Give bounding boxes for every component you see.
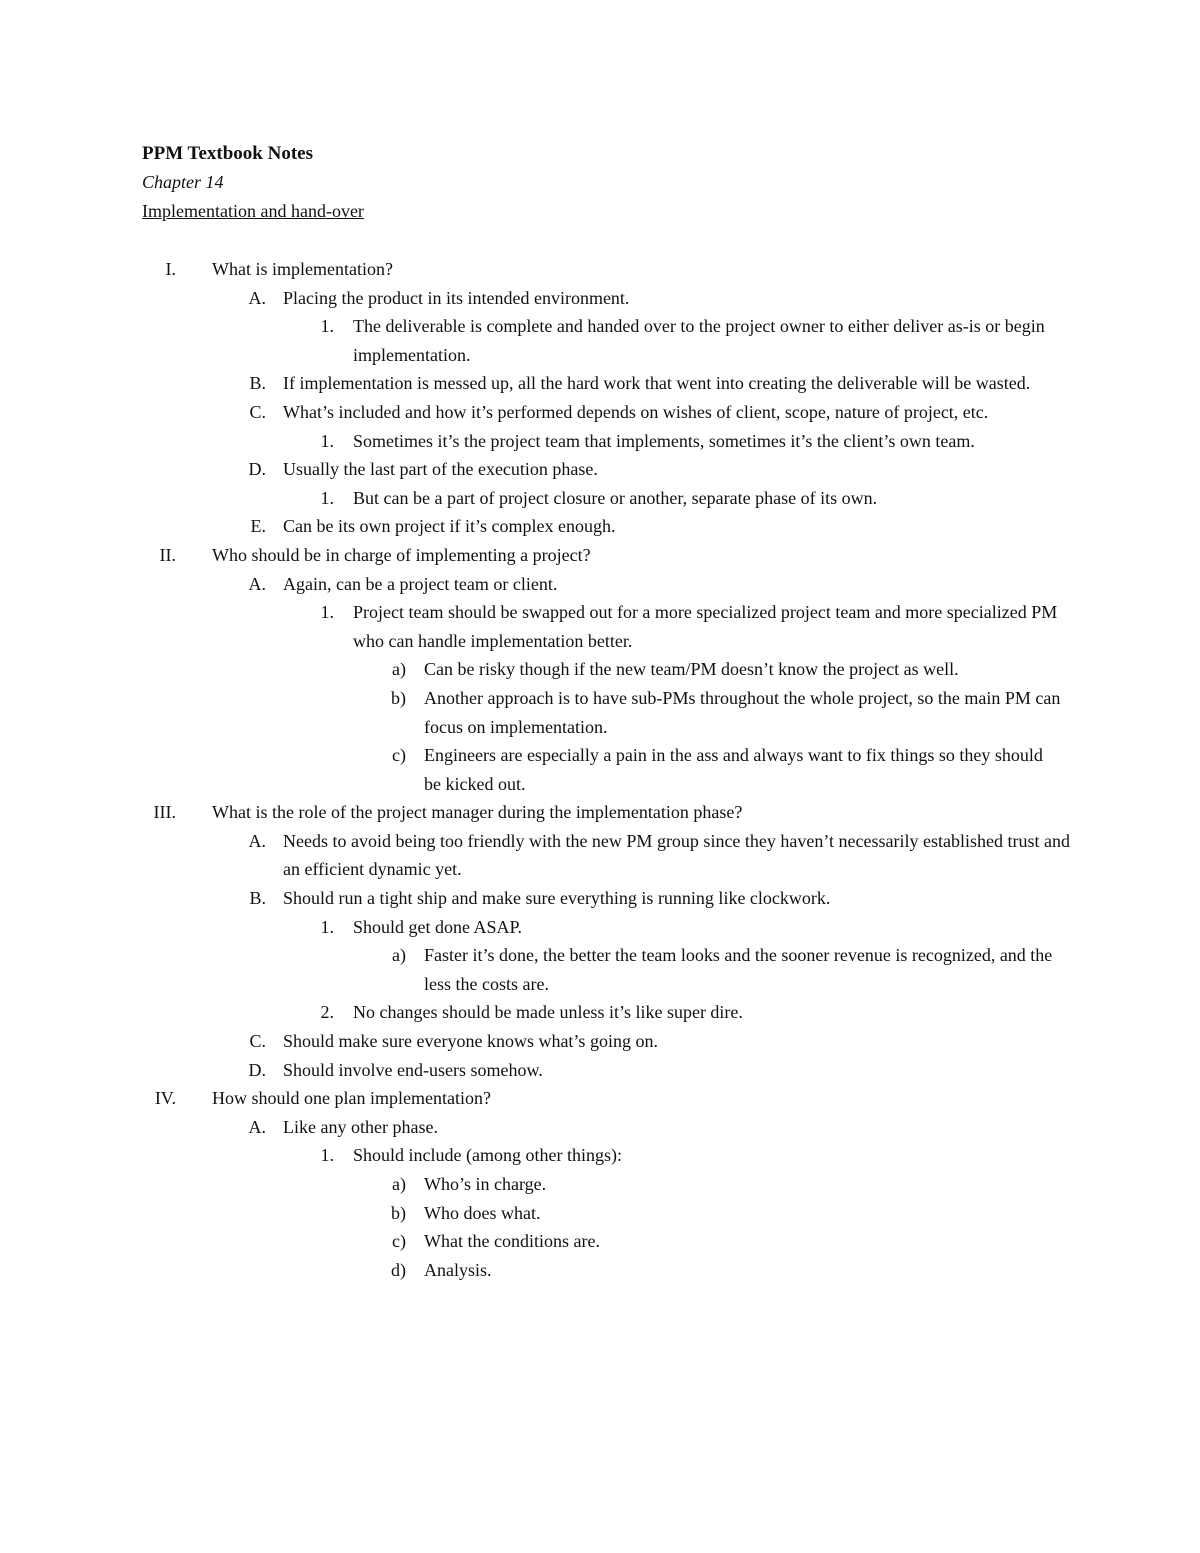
outline-text: Should make sure everyone knows what’s going on. [283, 1031, 658, 1052]
outline-item [0, 884, 1200, 913]
outline-text: Should include (among other things): [353, 1145, 622, 1166]
outline-text: The deliverable is complete and handed over to the project owner to either deliver as-is or begin implementation. [353, 316, 1045, 365]
outline-marker: 2. [320, 1002, 334, 1023]
outline-marker: B. [249, 888, 266, 909]
outline-item [0, 512, 1200, 541]
outline-marker: 1. [320, 602, 334, 623]
outline-marker: A. [248, 573, 266, 594]
outline-marker: b) [391, 1202, 406, 1223]
outline-item [0, 312, 1200, 369]
outline-item [0, 827, 1200, 884]
outline-item [0, 1256, 1200, 1285]
outline-text: Should run a tight ship and make sure everything is running like clockwork. [283, 888, 831, 909]
outline-marker: 1. [320, 430, 334, 451]
outline-item [0, 369, 1200, 398]
outline-item [0, 741, 1200, 798]
outline-text: Engineers are especially a pain in the ass and always want to fix things so they should be kicked out. [424, 745, 1043, 794]
outline-item [0, 798, 1200, 827]
outline-marker: C. [249, 401, 266, 422]
outline-item [0, 398, 1200, 427]
outline-text: Who does what. [424, 1202, 541, 1223]
outline-marker: III. [153, 802, 176, 823]
outline-marker: E. [250, 516, 266, 537]
outline-text: What’s included and how it’s performed depends on wishes of client, scope, nature of project, etc. [283, 401, 989, 422]
outline-text: What the conditions are. [424, 1231, 600, 1252]
outline-marker: 1. [320, 316, 334, 337]
outline-text: Analysis. [424, 1259, 492, 1280]
outline-item [0, 1141, 1200, 1170]
outline-item [0, 1056, 1200, 1085]
document-title: PPM Textbook Notes [142, 143, 313, 164]
outline-text: What is implementation? [212, 259, 393, 279]
outline-text: But can be a part of project closure or another, separate phase of its own. [353, 487, 878, 508]
outline-text: How should one plan implementation? [212, 1088, 491, 1109]
outline-item [0, 455, 1200, 484]
outline-text: Usually the last part of the execution phase. [283, 459, 598, 480]
outline-marker: 1. [320, 1145, 334, 1166]
outline-marker: c) [392, 1231, 406, 1252]
outline-marker: d) [391, 1259, 406, 1280]
outline-text: What is the role of the project manager during the implementation phase? [212, 802, 743, 823]
outline-item [0, 655, 1200, 684]
outline-marker: II. [159, 544, 176, 565]
outline-text: Should get done ASAP. [353, 916, 523, 937]
outline-item [0, 1113, 1200, 1142]
outline-marker: B. [249, 373, 266, 394]
outline-item [0, 1227, 1200, 1256]
outline-marker: b) [391, 687, 406, 708]
outline-item [0, 998, 1200, 1027]
outline-item [0, 913, 1200, 942]
outline-item [0, 284, 1200, 313]
outline-marker: a) [392, 945, 406, 966]
outline-marker: A. [248, 287, 266, 308]
outline-marker: 1. [320, 487, 334, 508]
outline-text: Like any other phase. [283, 1116, 438, 1137]
outline-item [0, 541, 1200, 570]
outline-text: Can be risky though if the new team/PM doesn’t know the project as well. [424, 659, 959, 680]
outline-text: Should involve end-users somehow. [283, 1059, 543, 1080]
outline-marker: D. [248, 1059, 266, 1080]
outline-list [0, 255, 1200, 1284]
outline-marker: A. [248, 830, 266, 851]
outline-item [0, 1199, 1200, 1228]
outline-marker: a) [392, 1174, 406, 1194]
outline-item [0, 484, 1200, 513]
outline-text: No changes should be made unless it’s like super dire. [353, 1002, 743, 1023]
outline-text: Another approach is to have sub-PMs throughout the whole project, so the main PM can focus on implementation. [424, 687, 1061, 737]
outline-text: Who should be in charge of implementing a project? [212, 544, 591, 565]
outline-marker: D. [248, 459, 266, 480]
topic-heading: Implementation and hand-over [142, 201, 364, 221]
outline-item [0, 1084, 1200, 1113]
outline-text: Needs to avoid being too friendly with the new PM group since they haven’t necessarily established trust and an efficient dynamic yet. [283, 830, 1070, 880]
outline-item [0, 684, 1200, 741]
outline-item [0, 598, 1200, 655]
outline-marker: 1. [320, 916, 334, 937]
outline-text: Who’s in charge. [424, 1174, 547, 1194]
outline-marker: I. [165, 259, 176, 279]
outline-text: Project team should be swapped out for a more specialized project team and more specialized PM who can handle implementation better. [353, 602, 1058, 651]
outline-text: Can be its own project if it’s complex enough. [283, 516, 616, 537]
outline-item [0, 1027, 1200, 1056]
outline-marker: IV. [154, 1088, 176, 1109]
outline-marker: a) [392, 659, 406, 680]
outline-text: Sometimes it’s the project team that implements, sometimes it’s the client’s own team. [353, 430, 975, 451]
outline-text: Faster it’s done, the better the team looks and the sooner revenue is recognized, and the less the costs are. [424, 945, 1053, 994]
outline-marker: A. [248, 1116, 266, 1137]
outline-text: If implementation is messed up, all the hard work that went into creating the deliverable will be wasted. [283, 373, 1031, 394]
outline-item [0, 941, 1200, 998]
outline-item [0, 255, 1200, 284]
chapter-label: Chapter 14 [142, 172, 224, 192]
outline-item [0, 1170, 1200, 1199]
outline-item [0, 570, 1200, 599]
outline-text: Placing the product in its intended environment. [283, 287, 630, 308]
outline-marker: c) [392, 745, 406, 766]
outline-text: Again, can be a project team or client. [283, 573, 558, 594]
outline-item [0, 427, 1200, 456]
outline-marker: C. [249, 1031, 266, 1052]
